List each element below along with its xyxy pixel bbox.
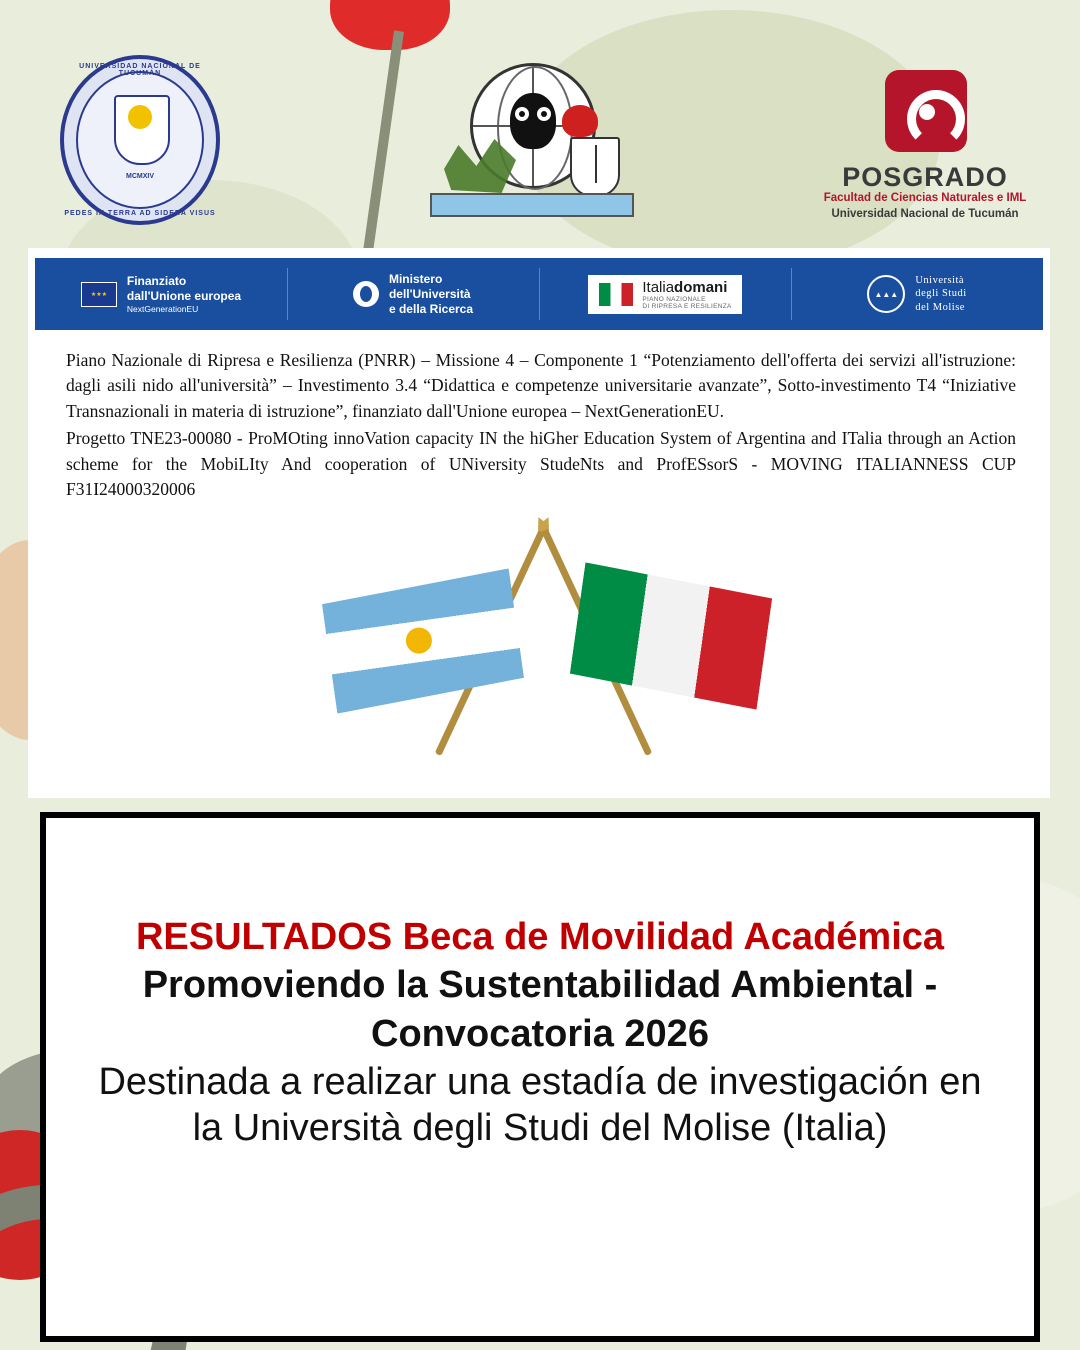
- announcement-line-5: la Università degli Studi del Molise (Italia): [192, 1107, 888, 1150]
- posgrado-logo: [815, 70, 1035, 230]
- book-shield-icon: [570, 137, 620, 197]
- seal-text-mid: MCMXIV: [126, 173, 154, 180]
- funding-item-italiadomani: [539, 258, 791, 330]
- announcement-line-2: Promoviendo la Sustentabilidad Ambiental -: [142, 964, 938, 1007]
- announcement-line-4: Destinada a realizar una estadía de investigación en: [98, 1061, 982, 1104]
- seal-text-bottom: PEDES IN TERRA AD SIDERA VISUS: [64, 210, 216, 217]
- eu-flag-icon: [81, 282, 117, 307]
- italiadomani-brand-2: domani: [674, 278, 728, 296]
- document-text: [66, 348, 1016, 504]
- universita-molise-seal-icon: [867, 275, 905, 313]
- posgrado-subtitle-faculty: Facultad de Ciencias Naturales e IML: [823, 192, 1027, 204]
- document-card: [28, 248, 1050, 798]
- owl-icon: [510, 93, 556, 149]
- italiadomani-sub-2: DI RIPRESA E RESILIENZA: [642, 302, 732, 310]
- italiadomani-sub-1: PIANO NAZIONALE: [642, 295, 706, 303]
- sun-of-may-icon: [404, 626, 433, 655]
- crossed-flags-illustration: [308, 523, 778, 788]
- ministero-line-1: Ministero: [388, 271, 443, 286]
- flower-icon: [562, 105, 598, 137]
- logo-row: [0, 40, 1080, 240]
- posgrado-title: POSGRADO: [842, 162, 1008, 192]
- owl-pupil-right: [541, 111, 547, 117]
- italy-flag-icon: [598, 282, 634, 307]
- unt-seal-logo: [60, 55, 220, 225]
- spiral-icon: [885, 70, 967, 152]
- seal-text-top: UNIVERSIDAD NACIONAL DE TUCUMÁN: [79, 63, 201, 77]
- sun-icon: [128, 105, 152, 129]
- funding-item-eu: [35, 258, 287, 330]
- molise-line-2: degli Studi: [915, 288, 967, 300]
- funding-item-molise: [791, 258, 1043, 330]
- italiadomani-brand-1: Italia: [642, 278, 675, 296]
- announcement-line-1: RESULTADOS Beca de Movilidad Académica: [135, 916, 945, 958]
- molise-line-1: Università: [915, 275, 965, 287]
- project-paragraph: Progetto TNE23-00080 - ProMOting innoVation capacity IN the hiGher Education System of Argentina and ITalia through an Action scheme for the MobiLIty And cooperation of UNiversity StudeNts and ProfESsorS - MOVING ITALIANNESS CUP F31I24000320006: [66, 428, 1016, 499]
- funding-item-ministero: [287, 258, 539, 330]
- pnrr-paragraph: Piano Nazionale di Ripresa e Resilienza (PNRR) – Missione 4 – Componente 1 “Potenziamento dell'offerta dei servizi all'istruzione: dagli asili nido all'università” – Investimento 3.4 “Didattica e competenze universitarie avanzate”, Sotto-investimento T4 “Iniziative Transnazionali in materia di istruzione”, finanziato dall'Unione europea – NextGenerationEU.: [66, 350, 1016, 421]
- italian-republic-emblem-icon: [353, 281, 379, 307]
- eu-stars: ★★★: [90, 291, 107, 298]
- owl-eye-left: [515, 107, 529, 121]
- faculty-emblem-logo: [420, 55, 640, 235]
- ministero-line-2: dell'Università: [388, 286, 471, 301]
- eu-line-3: NextGenerationEU: [126, 303, 199, 314]
- eu-line-2: dall'Unione europea: [126, 288, 242, 303]
- posgrado-subtitle-university: Universidad Nacional de Tucumán: [831, 208, 1019, 220]
- argentina-flag-icon: [321, 568, 526, 713]
- owl-eye-right: [537, 107, 551, 121]
- eu-line-1: Finanziato: [126, 273, 187, 288]
- emblem-banner: [430, 193, 634, 217]
- funding-banner: [35, 258, 1043, 330]
- italiadomani-badge: [588, 275, 741, 314]
- ministero-line-3: e della Ricerca: [388, 301, 474, 316]
- announcement-line-3: Convocatoria 2026: [371, 1012, 709, 1055]
- molise-line-3: del Molise: [915, 301, 965, 313]
- owl-pupil-left: [519, 111, 525, 117]
- italy-flag-large-icon: [568, 562, 773, 709]
- announcement-box: [40, 812, 1040, 1342]
